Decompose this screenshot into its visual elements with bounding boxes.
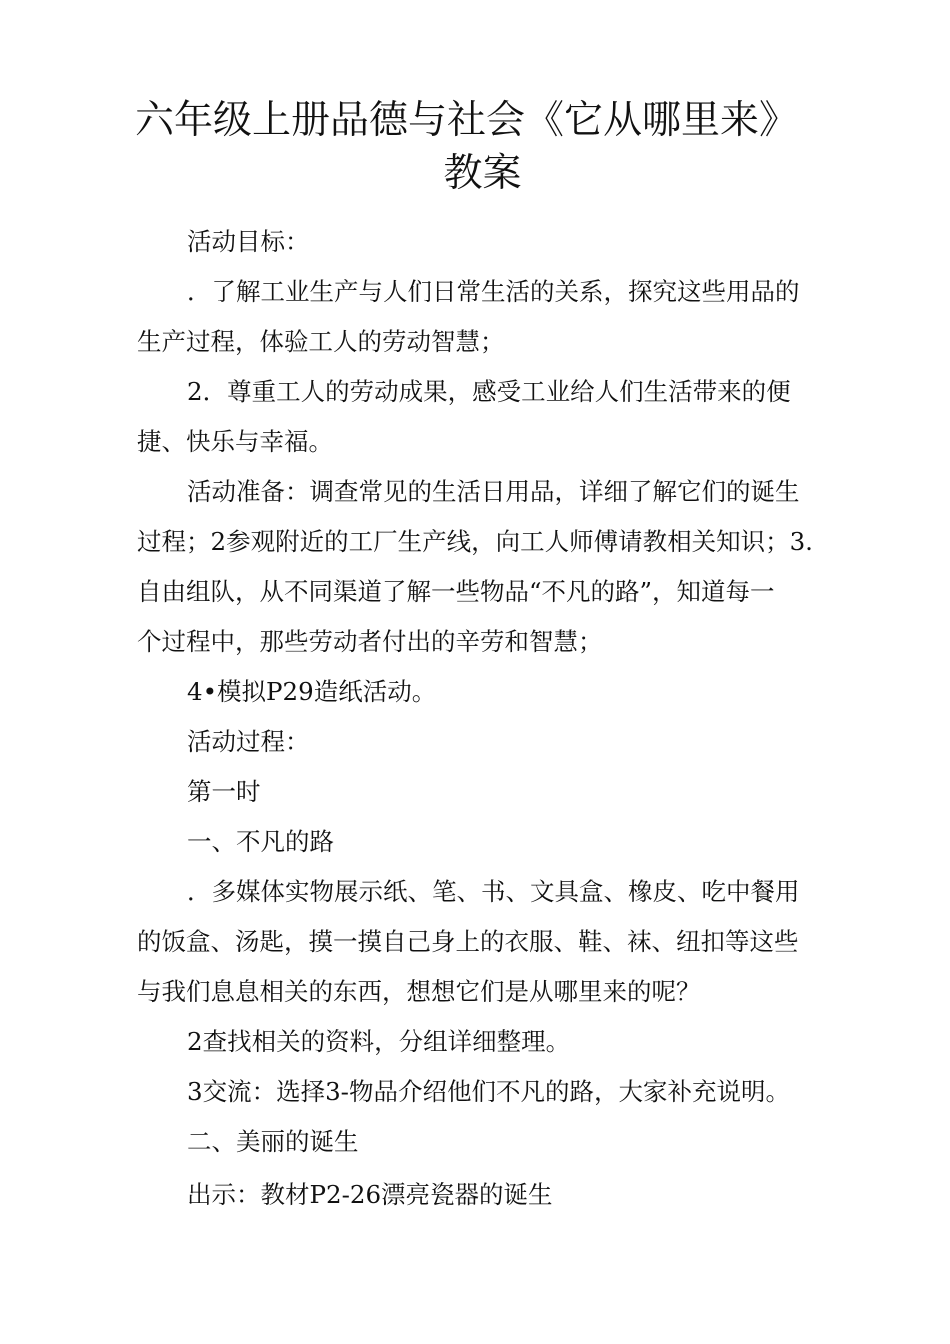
paragraph-line: 2查找相关的资料，分组详细整理。	[187, 1027, 571, 1056]
paragraph-line: 与我们息息相关的东西，想想它们是从哪里来的呢？	[137, 977, 701, 1006]
paragraph-line: 生产过程，体验工人的劳动智慧；	[137, 327, 505, 356]
paragraph-line: 3交流：选择3-物品介绍他们不凡的路，大家补充说明。	[187, 1077, 790, 1106]
paragraph-line: ．多媒体实物展示纸、笔、书、文具盒、橡皮、吃中餐用	[187, 877, 800, 906]
paragraph-line: 个过程中，那些劳动者付出的辛劳和智慧；	[137, 627, 603, 656]
section-heading-goals: 活动目标：	[187, 227, 310, 256]
paragraph-line: 活动准备：调查常见的生活日用品，详细了解它们的诞生	[187, 477, 800, 506]
paragraph-line: 4•模拟P29造纸活动。	[187, 677, 437, 706]
document-title-continued: 教案	[443, 151, 522, 196]
paragraph-line: 的饭盒、汤匙，摸一摸自己身上的衣服、鞋、袜、纽扣等这些	[137, 927, 799, 956]
lesson-label: 第一时	[187, 777, 261, 806]
paragraph-line: 2．尊重工人的劳动成果，感受工业给人们生活带来的便	[187, 377, 791, 406]
section-heading-process: 活动过程：	[187, 727, 310, 756]
subsection-heading: 一、不凡的路	[187, 827, 334, 856]
document-title: 六年级上册品德与社会《它从哪里来》	[135, 98, 799, 143]
subsection-heading: 二、美丽的诞生	[187, 1127, 359, 1156]
paragraph-line: ．了解工业生产与人们日常生活的关系，探究这些用品的	[187, 277, 800, 306]
paragraph-line: 出示：教材P2-26漂亮瓷器的诞生	[187, 1180, 553, 1209]
paragraph-line: 捷、快乐与幸福。	[137, 427, 333, 456]
paragraph-line: 过程；2参观附近的工厂生产线，向工人师傅请教相关知识；3.	[137, 527, 813, 556]
paragraph-line: 自由组队，从不同渠道了解一些物品“不凡的路”，知道每一	[137, 577, 775, 606]
